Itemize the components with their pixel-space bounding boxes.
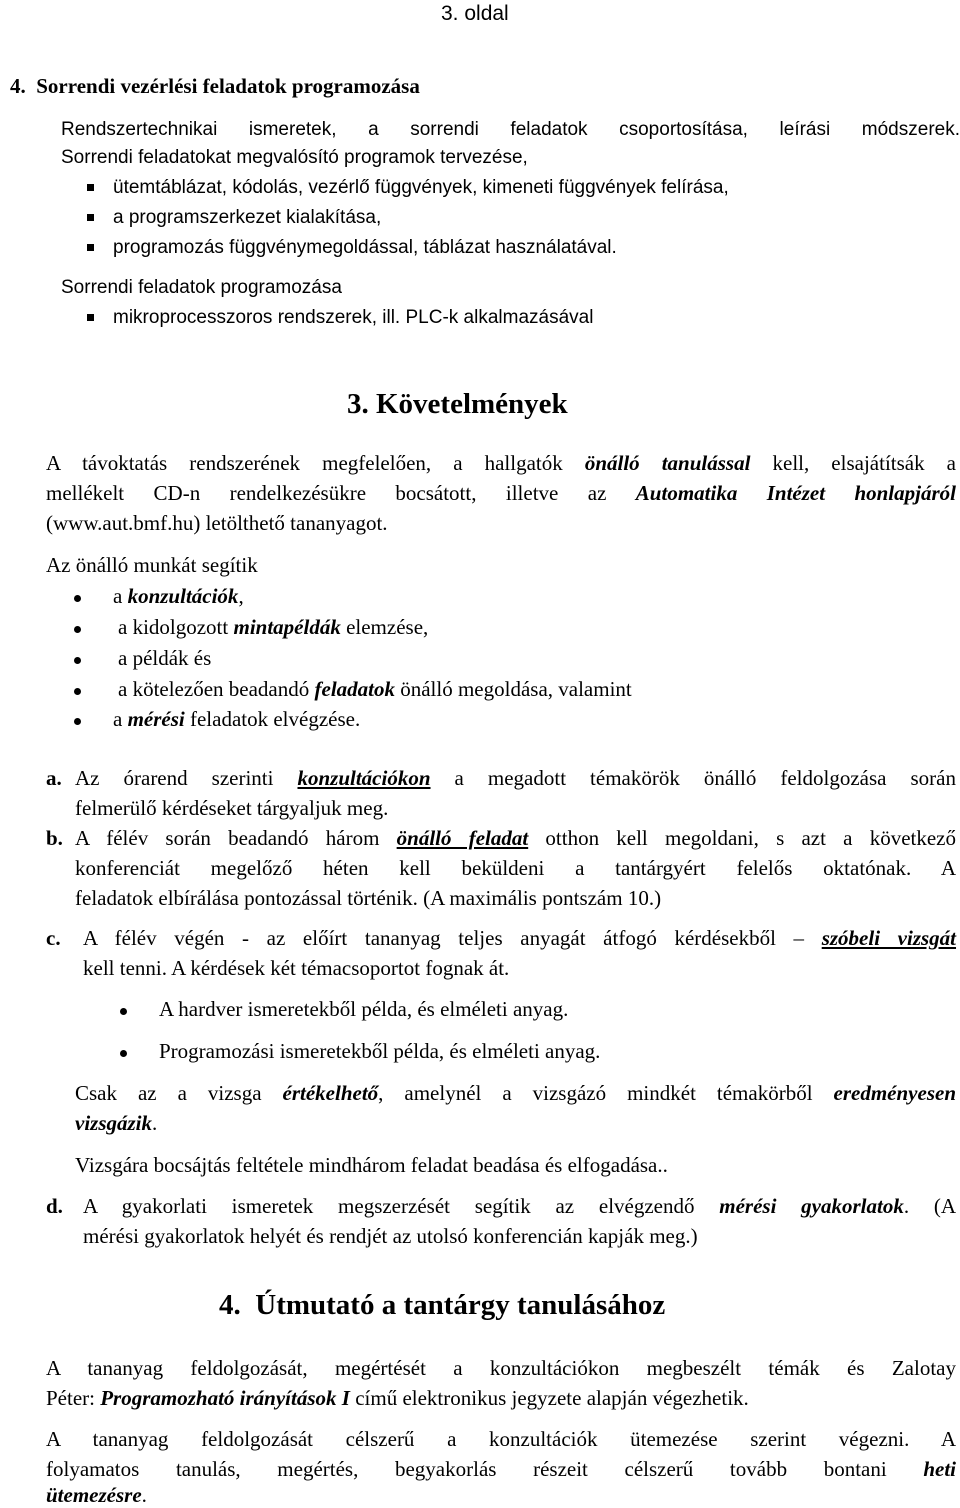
list-item: mikroprocesszoros rendszerek, ill. PLC-k alkalmazásával	[113, 307, 594, 328]
paragraph-line	[75, 1081, 956, 1106]
list-item: A hardver ismeretekből példa, és elméleti anyag.	[159, 997, 569, 1021]
text-run: .	[152, 1111, 158, 1135]
emphasis: konzultációk	[127, 584, 239, 608]
list-item	[118, 677, 632, 702]
paragraph-line: kell tenni. A kérdések két témacsoportot fognak át.	[83, 956, 510, 980]
list-item	[118, 615, 428, 640]
round-bullet-icon	[74, 718, 81, 725]
emphasis: Programozható irányítások I	[100, 1386, 350, 1410]
emphasis: Automatika Intézet honlapjáról	[635, 481, 956, 505]
paragraph-line	[46, 481, 956, 506]
emphasis: szóbeli vizsgát	[821, 926, 957, 950]
round-bullet-icon	[74, 595, 81, 602]
round-bullet-icon	[120, 1050, 127, 1057]
text-run: című elektronikus jegyzete alapján végezhetik.	[349, 1386, 749, 1410]
round-bullet-icon	[74, 626, 81, 633]
emphasis: önálló feladat	[396, 826, 529, 850]
paragraph-line: Rendszertechnikai ismeretek, a sorrendi feladatok csoportosítása, leírási módszerek.	[61, 119, 960, 140]
text-run: a kötelezően beadandó	[118, 677, 315, 701]
text-run: Péter:	[46, 1386, 101, 1410]
list-item: ütemtáblázat, kódolás, vezérlő függvények, kimeneti függvények felírása,	[113, 177, 729, 198]
emphasis: vizsgázik	[75, 1111, 153, 1135]
paragraph-line: Sorrendi feladatok programozása	[61, 277, 342, 298]
item-label-a: a.	[46, 766, 62, 790]
list-item: a példák és	[118, 646, 212, 670]
text-run: mellékelt CD-n rendelkezésükre bocsátott, illetve az	[46, 481, 636, 505]
paragraph-line: A tananyag feldolgozását célszerű a konzultációk ütemezése szerint végezni. A	[46, 1427, 956, 1451]
text-run: Csak az a vizsga	[75, 1081, 283, 1105]
paragraph-line	[75, 826, 956, 851]
round-bullet-icon	[74, 657, 81, 664]
paragraph-line	[83, 926, 956, 951]
item-label-b: b.	[46, 826, 63, 850]
text-run: Az órarend szerinti	[75, 766, 298, 790]
paragraph-line	[46, 1457, 956, 1482]
square-bullet-icon	[87, 244, 94, 251]
paragraph-line: Az önálló munkát segítik	[46, 553, 258, 577]
text-run: A gyakorlati ismeretek megszerzését segítik az elvégzendő	[83, 1194, 720, 1218]
list-item: Programozási ismeretekből példa, és elméleti anyag.	[159, 1039, 601, 1063]
text-run: ,	[238, 584, 244, 608]
text-run: A félév végén - az előírt tananyag teljes anyagát átfogó kérdésekből –	[83, 926, 822, 950]
square-bullet-icon	[87, 214, 94, 221]
page-number: 3. oldal	[441, 2, 509, 25]
text-run: . (A	[903, 1194, 956, 1218]
round-bullet-icon	[120, 1008, 127, 1015]
text-run: folyamatos tanulás, megértés, begyakorlás részeit célszerű tovább bontani	[46, 1457, 924, 1481]
paragraph-line	[75, 1111, 157, 1136]
text-run: .	[141, 1483, 147, 1507]
text-run: otthon kell megoldani, s azt a következő	[528, 826, 956, 850]
list-item: programozás függvénymegoldással, táblázat használatával.	[113, 237, 617, 258]
paragraph-line	[83, 1194, 956, 1219]
paragraph-line: felmerülő kérdéseket tárgyaljuk meg.	[75, 796, 389, 820]
emphasis: önálló tanulással	[584, 451, 751, 475]
emphasis: mintapéldák	[233, 615, 341, 639]
emphasis: értékelhető	[282, 1081, 379, 1105]
section-title-sequential-control: 4. Sorrendi vezérlési feladatok programozása	[10, 74, 420, 98]
text-run: , amelynél a vizsgázó mindkét témakörből	[378, 1081, 834, 1105]
section-title-study-guide: 4. Útmutató a tantárgy tanulásához	[219, 1289, 666, 1321]
list-item	[113, 707, 360, 732]
paragraph-line: Sorrendi feladatokat megvalósító programok tervezése,	[61, 147, 528, 168]
square-bullet-icon	[87, 184, 94, 191]
text-run: a megadott témakörök önálló feldolgozása során	[430, 766, 956, 790]
emphasis: feladatok	[314, 677, 395, 701]
text-run: önálló megoldása, valamint	[394, 677, 632, 701]
paragraph-line: feladatok elbírálása pontozással történik. (A maximális pontszám 10.)	[75, 886, 662, 910]
text-run: kell, elsajátítsák a	[750, 451, 956, 475]
paragraph-line: mérési gyakorlatok helyét és rendjét az utolsó konferencián kapják meg.)	[83, 1224, 698, 1248]
text-run: a kidolgozott	[118, 615, 234, 639]
item-label-c: c.	[46, 926, 61, 950]
emphasis: mérési gyakorlatok	[719, 1194, 904, 1218]
item-label-d: d.	[46, 1194, 63, 1218]
paragraph-line: (www.aut.bmf.hu) letölthető tananyagot.	[46, 511, 388, 535]
emphasis: heti	[923, 1457, 956, 1481]
paragraph-line	[75, 766, 956, 791]
section-title-requirements: 3. Követelmények	[347, 388, 568, 420]
text-run: A félév során beadandó három	[75, 826, 397, 850]
emphasis: eredményesen	[833, 1081, 956, 1105]
emphasis: mérési	[127, 707, 185, 731]
list-item	[113, 584, 244, 609]
paragraph-line: A tananyag feldolgozását, megértését a konzultációkon megbeszélt témák és Zalotay	[46, 1356, 956, 1380]
text-run: feladatok elvégzése.	[184, 707, 361, 731]
emphasis: ütemezésre	[46, 1483, 142, 1507]
round-bullet-icon	[74, 688, 81, 695]
square-bullet-icon	[87, 314, 94, 321]
list-item: a programszerkezet kialakítása,	[113, 207, 382, 228]
paragraph-line	[46, 1386, 749, 1411]
paragraph-line	[46, 451, 956, 476]
emphasis: konzultációkon	[297, 766, 431, 790]
text-run: A távoktatás rendszerének megfelelően, a hallgatók	[46, 451, 585, 475]
text-run: a	[113, 707, 128, 731]
text-run: elemzése,	[340, 615, 429, 639]
paragraph-line: konferenciát megelőző héten kell beküldeni a tantárgyért felelős oktatónak. A	[75, 856, 956, 880]
text-run: a	[113, 584, 128, 608]
paragraph-line: Vizsgára bocsájtás feltétele mindhárom feladat beadása és elfogadása..	[75, 1153, 668, 1177]
paragraph-line	[46, 1483, 147, 1508]
